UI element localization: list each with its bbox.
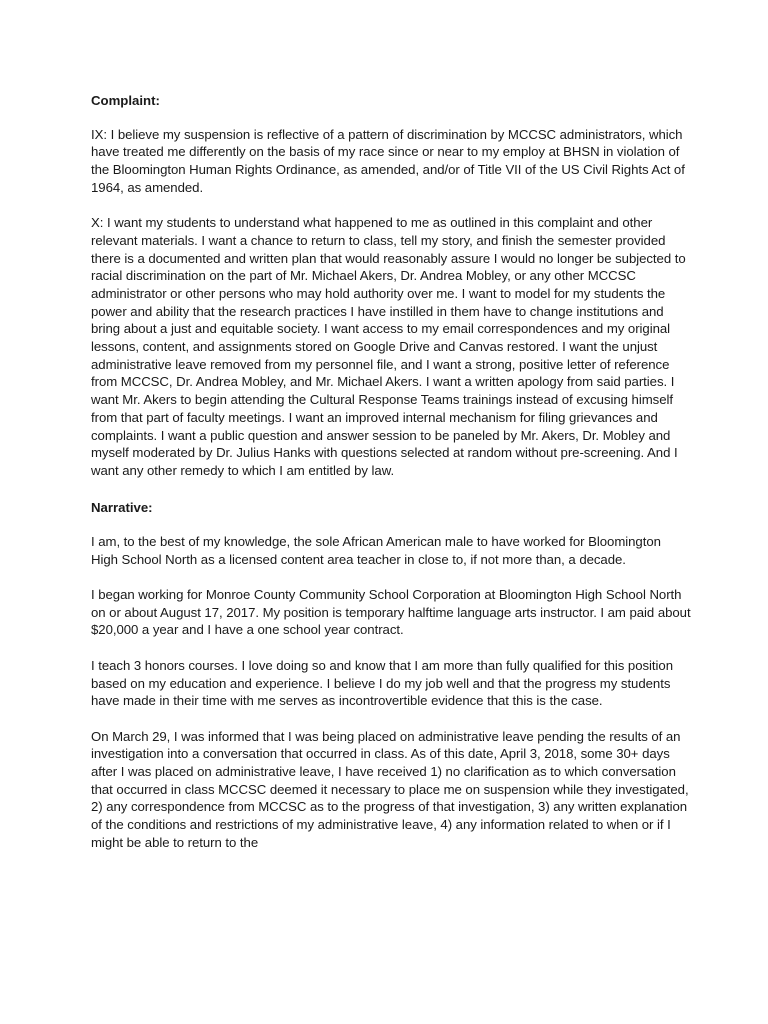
- complaint-heading: Complaint:: [91, 93, 160, 108]
- narrative-paragraph-1: I am, to the best of my knowledge, the sole African American male to have worked for Bloomington High School North as a licensed content area teacher in close to, if not more than, a decade.: [91, 533, 661, 567]
- narrative-heading: Narrative:: [91, 500, 153, 516]
- narrative-paragraph-2: I began working for Monroe County Community School Corporation at Bloomington High School North on or about August 17, 2017. My position is temporary halftime language arts instructor. I am paid about $20,000 a year and I have a one school year contract.: [91, 587, 691, 638]
- complaint-paragraph-x: X: I want my students to understand what happened to me as outlined in this complaint and other relevant materials. I want a chance to return to class, tell my story, and finish the semester provided there is a documented and written plan that would reasonably assure I would no longer be subjected to racial discrimination on the part of Mr. Michael Akers, Dr. Andrea Mobley, or any other MCCSC administrator or other persons who may hold authority over me. I want to model for my students the power and ability that the research practices I have instilled in them have to change institutions and bring about a just and equitable society. I want access to my email correspondences and my original lessons, content, and assignments stored on Google Drive and Canvas restored. I want the unjust administrative leave removed from my personnel file, and I want a strong, positive letter of reference from MCCSC, Dr. Andrea Mobley, and Mr. Michael Akers. I want a written apology from said parties. I want Mr. Akers to begin attending the Cultural Response Teams trainings instead of excusing himself from that part of faculty meetings. I want an improved internal mechanism for filing grievances and complaints. I want a public question and answer session to be paneled by Mr. Akers, Dr. Mobley and myself moderated by Dr. Julius Hanks with questions selected at random without pre-screening. And I want any other remedy to which I am entitled by law.: [91, 215, 686, 478]
- narrative-paragraph-3: I teach 3 honors courses. I love doing so and know that I am more than fully qualified for this position based on my education and experience. I believe I do my job well and that the progress my students have made in their time with me serves as incontrovertible evidence that this is the case.: [91, 657, 673, 709]
- narrative-paragraph-4: On March 29, I was informed that I was being placed on administrative leave pending the results of an investigation into a conversation that occurred in class. As of this date, April 3, 2018, some 30+ days after I was placed on administrative leave, I have received 1) no clarification as to which conversation that occurred in class MCCSC deemed it necessary to place me on suspension while they investigated, 2) any correspondence from MCCSC as to the progress of that investigation, 3) any written explanation of the conditions and restrictions of my administrative leave, 4) any information related to when or if I might be able to return to the: [91, 728, 689, 850]
- document-page: [91, 92, 691, 869]
- complaint-paragraph-ix: IX: I believe my suspension is reflective of a pattern of discrimination by MCCSC administrators, which have treated me differently on the basis of my race since or near to my employ at BHSN in violation of the Bloomington Human Rights Ordinance, as amended, and/or of Title VII of the US Civil Rights Act of 1964, as amended.: [91, 126, 685, 195]
